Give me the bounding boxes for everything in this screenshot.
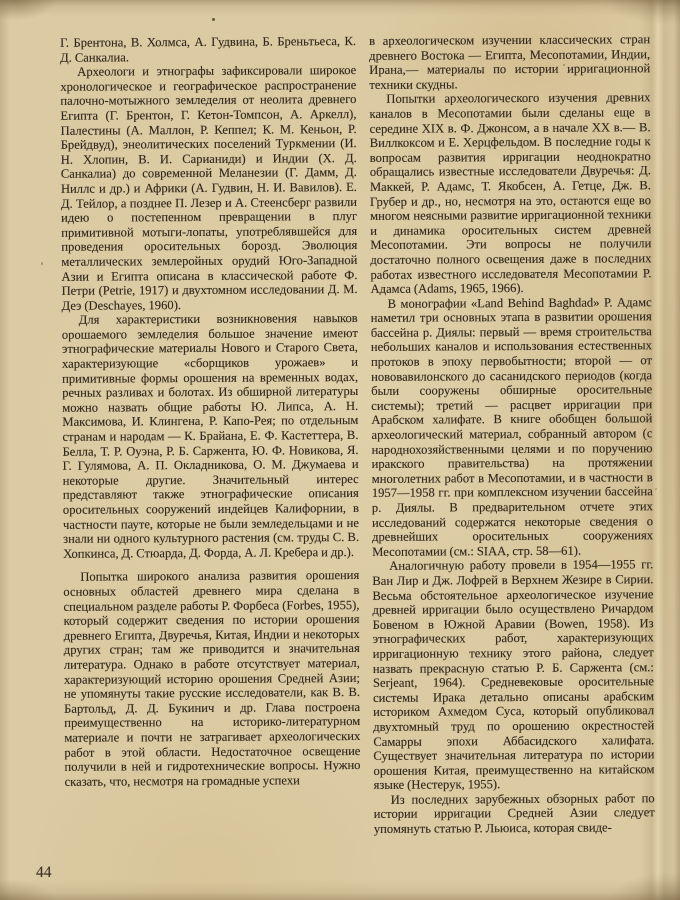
paragraph: Попытки археологического изучения древних каналов в Месопотамии были сделаны еще в середине XIX в. Ф. Джонсом, а в начале XX в.— В. Виллкоксом и Е. Херцфельдом. В последние годы к вопросам развития ирригации неоднократно обращались известные исследователи Двуречья: Д. Маккей, Р. Адамс, Т. Якобсен, А. Гетце, Дж. В. Грубер и др., но, несмотря на это, остаются еще во многом неясными развитие ирригационной техники и динамика оросительных систем древней Месопотамии. Эти вопросы не получили достаточно полного освещения даже в последних работах известного исследователя Месопотамии Р. Адамса (Adams, 1965, 1966). [369, 90, 652, 297]
paragraph: В монографии «Land Behind Baghdad» Р. Адамс наметил три основных этапа в развитии орошения бассейна р. Диялы: первый — время строительства небольших каналов и использования естественных протоков в эпоху первобытности; второй — от нововавилонского до сасанидского периодов (когда были сооружены обширные оросительные системы); третий — расцвет ирригации при Арабском халифате. В книге обобщен большой археологический материал, собранный автором (с народнохозяйственными целями и по поручению иракского правительства) на протяжении многолетних работ в Месопотамии, и в частности в 1957—1958 гг. при комплексном изучении бассейна р. Диялы. В предварительном отчете этих исследований содержатся некоторые сведения о древнейших оросительных сооружениях Месопотамии (см.: SIAA, стр. 58—61). [370, 294, 654, 559]
paragraph: Из последних зарубежных обзорных работ по истории ирригации Средней Азии следует упомянуть статью Р. Льюиса, которая свиде- [373, 791, 655, 836]
column-right [369, 32, 655, 836]
paragraph: Г. Брентона, В. Холмса, А. Гудвина, Б. Бреньтьеса, К. Д. Санкалиа. [60, 33, 357, 65]
column-left [60, 34, 361, 838]
paper-speck [655, 488, 657, 490]
paper-speck [41, 262, 43, 265]
paragraph: в археологическом изучении классических стран древнего Востока — Египта, Месопотамии, Индии, Ирана,— материалы по истории ирригационной техники скудны. [368, 32, 651, 92]
paragraph: Аналогичную работу провели в 1954—1955 гг. Ван Лир и Дж. Лофрей в Верхнем Жезире в Сирии. Весьма обстоятельное археологическое изучение древней ирригации было осуществлено Ричардом Бовеном в Южной Аравии (Bowen, 1958). Из этнографических работ, характеризующих ирригационную технику этого района, следует назвать прекрасную статью Р. Б. Саржента (см.: Serjeant, 1964). Средневековые оросительные системы Ирака детально описаны арабским историком Ахмедом Суса, который опубликовал двухтомный труд по орошению окрестностей Самарры эпохи Аббасидского халифата. Существует значительная литература по истории орошения Китая, преимущественно на китайском языке (Нестерук, 1955). [372, 557, 655, 793]
paragraph: Археологи и этнографы зафиксировали широкое хронологическое и географическое распространение палочно-мотыжного земледелия от неолита древнего Египта (Г. Брентон, Г. Кетон-Томпсон, А. Аркелл), Палестины (А. Маллон, Р. Кеппел; К. М. Кеньон, Р. Брейдвуд), энеолитических поселений Туркмении (И. Н. Хлопин, В. И. Сарианиди) и Индии (Х. Д. Санкалиа) до современной Меланезии (Г. Дамм, Д. Ниллс и др.) и Африки (А. Гудвин, Н. И. Вавилов). Е. Д. Тейлор, а позднее П. Лезер и А. Стеенсберг развили идею о постепенном превращении в плуг примитивной мотыги-лопаты, употреблявшейся для проведения оросительных борозд. Эволюция металлических землеройных орудий Юго-Западной Азии и Египта описана в классической работе Ф. Петри (Petrie, 1917) и двухтомном исследовании Д. М. Деэ (Deschayes, 1960). [60, 63, 358, 313]
paper-speck [212, 18, 215, 21]
paragraph: Попытка широкого анализа развития орошения основных областей древнего мира сделана в специальном разделе работы Р. Форбеса (Forbes, 1955), который содержит сведения по истории орошения древнего Египта, Двуречья, Китая, Индии и некоторых других стран; там же приводится и значительная литература. Однако в работе отсутствует материал, характеризующий историю орошения Средней Азии; не упомянуты такие русские исследователи, как В. В. Бартольд, Д. Д. Букинич и др. Глава построена преимущественно на историко-литературном материале и почти не затрагивает археологических работ в этой области. Недостаточное освещение получили в ней и гидротехнические вопросы. Нужно сказать, что, несмотря на громадные успехи [63, 568, 361, 789]
paragraph: Для характеристики возникновения навыков орошаемого земледелия большое значение имеют этнографические материалы Нового и Старого Света, характеризующие «сборщиков урожаев» и примитивные формы орошения на временных водах, речных разливах и болотах. Из обширной литературы можно назвать общие работы Ю. Липса, А. Н. Максимова, И. Клингена, Р. Капо-Рея; по отдельным странам и народам — К. Брайана, Е. Ф. Кастеттера, В. Белла, Т. Р. Оуэна, Р. Б. Саржента, Ю. Ф. Новикова, Я. Г. Гулямова, А. П. Окладникова, О. М. Джумаева и некоторые другие. Значительный интерес представляют также этнографические описания оросительных сооружений индейцев Калифорнии, в частности пауте, которые не были земледельцами и не знали ни одного культурного растения (см. труды С. В. Хопкинса, Д. Стюарда, Д. Форда, А. Л. Кребера и др.). [61, 311, 360, 561]
page-content [60, 32, 655, 838]
page-number: 44 [36, 864, 52, 881]
